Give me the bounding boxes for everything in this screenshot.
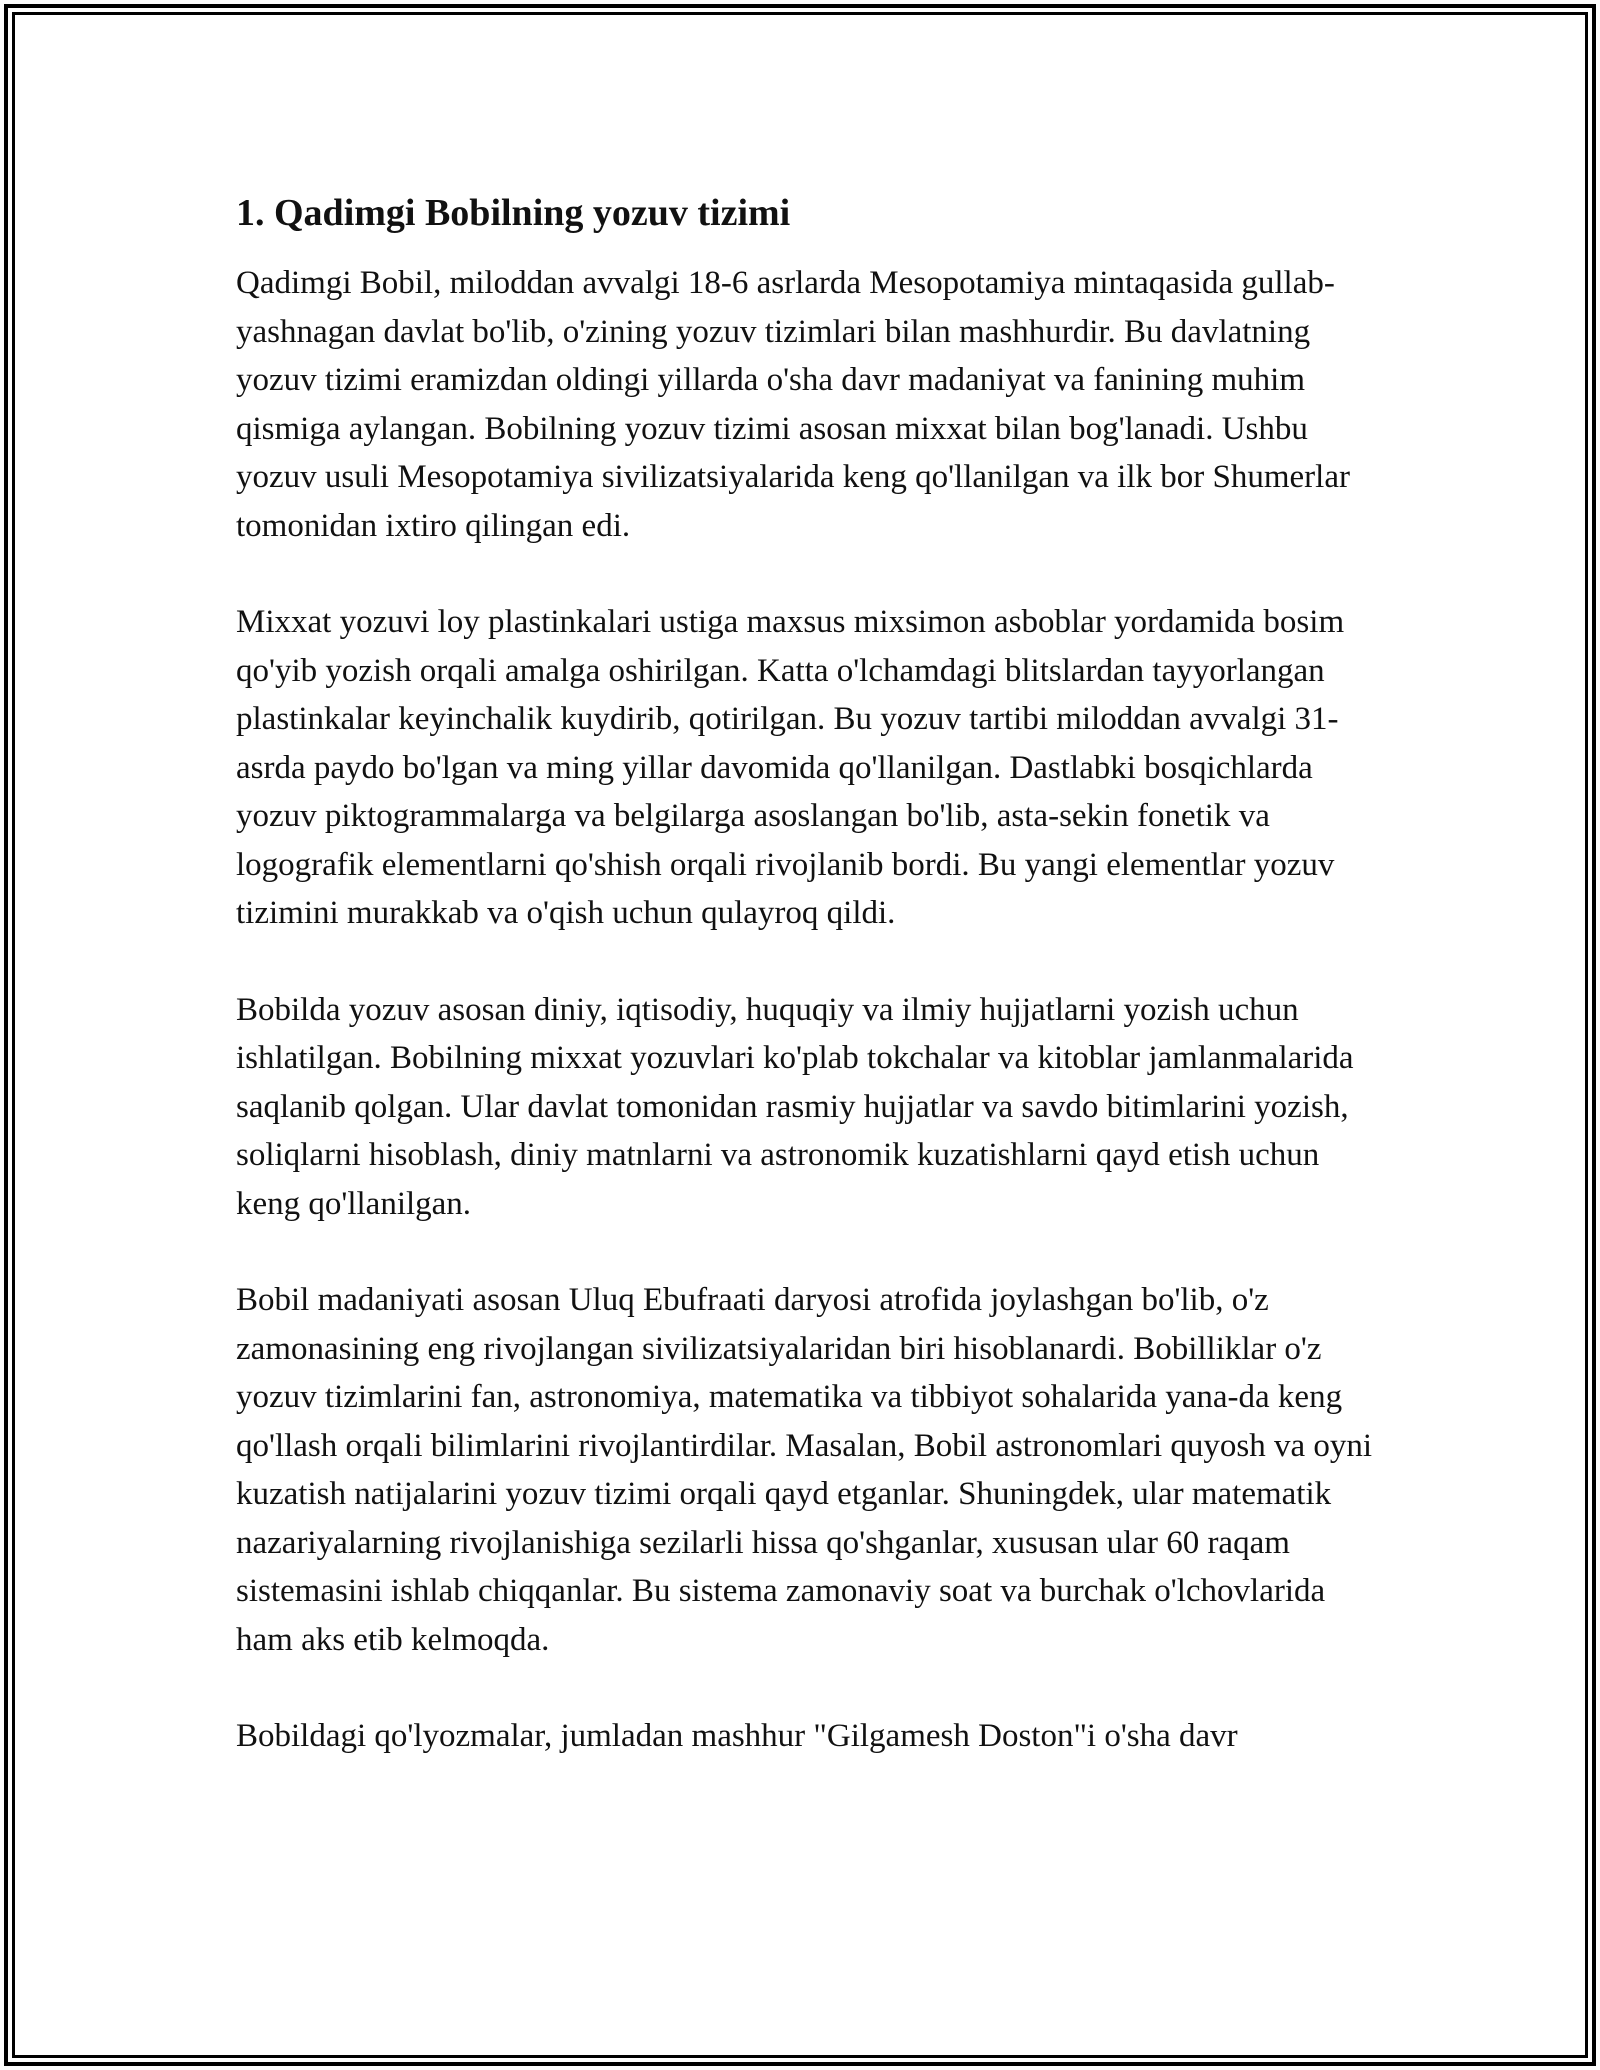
paragraph-4: Bobil madaniyati asosan Uluq Ebufraati daryosi atrofida joylashgan bo'lib, o'z zamonasining eng rivojlangan sivilizatsiyalaridan biri hisoblanardi. Bobilliklar o'z yozuv tizimlarini fan, astronomiya, matematika va tibbiyot sohalarida yana-da keng qo'llash orqali bilimlarini rivojlantirdilar. Masalan, Bobil astronomlari quyosh va oyni kuzatish natijalarini yozuv tizimi orqali qayd etganlar. Shuningdek, ular matematik nazariyalarning rivojlanishiga sezilarli hissa qo'shganlar, xususan ular 60 raqam sistemasini ishlab chiqqanlar. Bu sistema zamonaviy soat va burchak o'lchovlarida ham aks etib kelmoqda. <box>236 1282 1373 1658</box>
paragraph-1: Qadimgi Bobil, miloddan avvalgi 18-6 asrlarda Mesopotamiya mintaqasida gullab-yashnagan davlat bo'lib, o'zining yozuv tizimlari bilan mashhurdir. Bu davlatning yozuv tizimi eramizdan oldingi yillarda o'sha davr madaniyat va fanining muhim qismiga aylangan. Bobilning yozuv tizimi asosan mixxat bilan bog'lanadi. Ushbu yozuv usuli Mesopotamiya sivilizatsiyalarida keng qo'llanilgan va ilk bor Shumerlar tomonidan ixtiro qilingan edi. <box>236 265 1350 544</box>
paragraph-2: Mixxat yozuvi loy plastinkalari ustiga maxsus mixsimon asboblar yordamida bosim qo'yib yozish orqali amalga oshirilgan. Katta o'lchamdagi blitslardan tayyorlangan plastinkalar keyinchalik kuydirib, qotirilgan. Bu yozuv tartibi miloddan avvalgi 31-asrda paydo bo'lgan va ming yillar davomida qo'llanilgan. Dastlabki bosqichlarda yozuv piktogrammalarga va belgilarga asoslangan bo'lib, asta-sekin fonetik va logografik elementlarni qo'shish orqali rivojlanib bordi. Bu yangi elementlar yozuv tizimini murakkab va o'qish uchun qulayroq qildi. <box>236 604 1345 931</box>
section-heading: 1. Qadimgi Bobilning yozuv tizimi <box>236 192 791 234</box>
paragraph-5: Bobildagi qo'lyozmalar, jumladan mashhur "Gilgamesh Doston"i o'sha davr <box>236 1718 1238 1754</box>
document-page <box>236 185 1386 1809</box>
paragraph-3: Bobilda yozuv asosan diniy, iqtisodiy, huquqiy va ilmiy hujjatlarni yozish uchun ishlatilgan. Bobilning mixxat yozuvlari ko'plab tokchalar va kitoblar jamlanmalarida saqlanib qolgan. Ular davlat tomonidan rasmiy hujjatlar va savdo bitimlarini yozish, soliqlarni hisoblash, diniy matnlarni va astronomik kuzatishlarni qayd etish uchun keng qo'llanilgan. <box>236 991 1354 1222</box>
